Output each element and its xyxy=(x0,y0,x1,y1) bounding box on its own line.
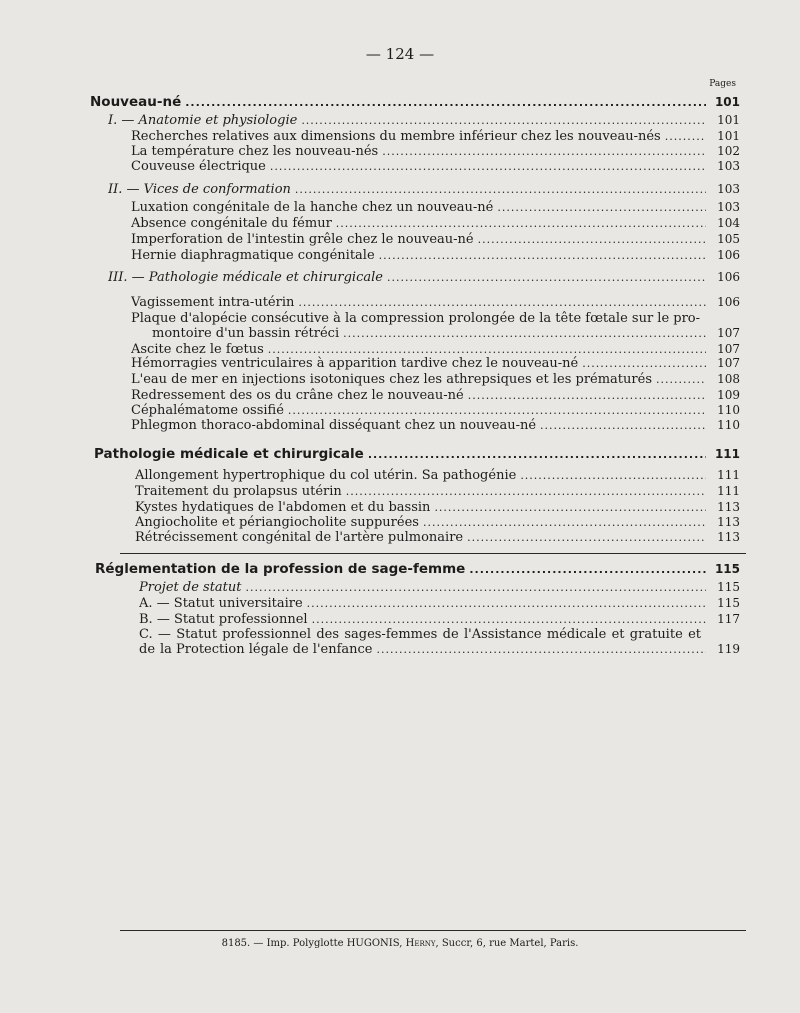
toc-subsection-vices[interactable] xyxy=(108,182,740,197)
entry-title: Kystes hydatiques de l'abdomen et du bassin xyxy=(135,500,431,515)
leader-dots xyxy=(497,201,706,214)
footer-rule xyxy=(120,930,746,931)
entry-title: Imperforation de l'intestin grêle chez le nouveau-né xyxy=(131,232,474,247)
toc-entry[interactable] xyxy=(131,403,740,418)
leader-dots xyxy=(478,233,706,246)
toc-entry[interactable] xyxy=(131,388,740,403)
leader-dots xyxy=(656,373,706,386)
page-ref: 107 xyxy=(717,356,740,370)
leader-dots xyxy=(434,501,706,514)
imprint-tail: , Succr, 6, rue Martel, Paris. xyxy=(435,938,579,949)
page-ref: 109 xyxy=(717,388,740,402)
toc-entry[interactable] xyxy=(131,418,740,433)
page-ref: 110 xyxy=(717,403,740,417)
toc-section-pathologie[interactable] xyxy=(94,446,740,462)
leader-dots xyxy=(467,531,706,544)
leader-dots xyxy=(270,160,706,173)
leader-dots xyxy=(295,183,706,196)
section-title: Réglementation de la profession de sage-femme xyxy=(95,561,466,577)
leader-dots xyxy=(268,343,706,356)
toc-entry[interactable] xyxy=(135,468,740,483)
page-ref: 106 xyxy=(717,270,740,284)
leader-dots xyxy=(368,448,706,461)
entry-title: montoire d'un bassin rétréci xyxy=(152,326,340,341)
imprint-lead: 8185. — Imp. Polyglotte HUGONIS, xyxy=(221,938,406,949)
page-ref: 103 xyxy=(717,200,740,214)
leader-dots xyxy=(582,357,706,370)
imprint-name: Herny xyxy=(405,938,436,949)
entry-title: Phlegmon thoraco-abdominal disséquant chez un nouveau-né xyxy=(131,418,537,433)
subsection-title: II. — Vices de conformation xyxy=(108,182,291,197)
toc-entry[interactable] xyxy=(131,159,740,174)
page-ref: 111 xyxy=(717,468,740,482)
page-ref: 111 xyxy=(717,484,740,498)
toc-entry[interactable] xyxy=(139,580,740,595)
leader-dots xyxy=(245,581,706,594)
page-ref: 115 xyxy=(714,562,740,576)
page-ref: 119 xyxy=(717,642,740,656)
toc-entry-line[interactable]: Plaque d'alopécie consécutive à la compression prolongée de la tête fœtale sur le pro- xyxy=(131,311,701,326)
page-ref: 115 xyxy=(717,580,740,594)
toc-entry[interactable] xyxy=(160,642,740,657)
entry-title: Luxation congénitale de la hanche chez un nouveau-né xyxy=(131,200,494,215)
toc-subsection-pathologie[interactable] xyxy=(108,270,740,285)
leader-dots xyxy=(379,249,706,262)
entry-title: Angiocholite et périangiocholite suppurées xyxy=(135,515,419,530)
page-ref: 110 xyxy=(717,418,740,432)
leader-dots xyxy=(387,271,706,284)
section-title: Pathologie médicale et chirurgicale xyxy=(94,446,364,462)
page-ref: 107 xyxy=(717,342,740,356)
page-ref: 107 xyxy=(717,326,740,340)
leader-dots xyxy=(301,114,706,127)
leader-dots xyxy=(469,563,706,576)
toc-entry-line[interactable]: C. — Statut professionnel des sages-femmes de l'Assistance médicale et gratuite et de xyxy=(139,627,701,657)
page-ref: 104 xyxy=(717,216,740,230)
leader-dots xyxy=(312,613,706,626)
page-ref: 105 xyxy=(717,232,740,246)
toc-entry[interactable] xyxy=(139,596,740,611)
toc-entry[interactable] xyxy=(152,326,740,341)
toc-entry[interactable] xyxy=(131,342,740,357)
subsection-title: I. — Anatomie et physiologie xyxy=(108,113,298,128)
entry-title: Céphalématome ossifié xyxy=(131,403,284,418)
page-ref: 106 xyxy=(717,295,740,309)
entry-title: L'eau de mer en injections isotoniques chez les athrepsiques et les prématurés xyxy=(131,372,652,387)
toc-entry[interactable] xyxy=(131,232,740,247)
toc-entry[interactable] xyxy=(139,612,740,627)
toc-entry[interactable] xyxy=(131,356,740,371)
toc-entry[interactable] xyxy=(135,515,740,530)
toc-entry[interactable] xyxy=(131,144,740,159)
entry-title: Recherches relatives aux dimensions du membre inférieur chez les nouveau-nés xyxy=(131,129,661,144)
toc-section-reglementation[interactable] xyxy=(95,561,740,577)
entry-title: Projet de statut xyxy=(139,580,242,595)
toc-entry[interactable] xyxy=(135,484,740,499)
printer-imprint xyxy=(0,938,800,949)
toc-section-nouveau-ne[interactable] xyxy=(90,94,740,110)
leader-dots xyxy=(185,96,706,109)
leader-dots xyxy=(346,485,706,498)
section-divider xyxy=(120,553,746,554)
section-title: Nouveau-né xyxy=(90,94,182,110)
leader-dots xyxy=(382,145,706,158)
leader-dots xyxy=(288,404,706,417)
page-ref: 101 xyxy=(714,95,740,109)
page-ref: 115 xyxy=(717,596,740,610)
page-ref: 111 xyxy=(714,447,740,461)
leader-dots xyxy=(665,130,706,143)
entry-title: la Protection légale de l'enfance xyxy=(160,642,373,657)
entry-title: Redressement des os du crâne chez le nouveau-né xyxy=(131,388,464,403)
toc-entry[interactable] xyxy=(131,129,740,144)
leader-dots xyxy=(336,217,706,230)
pages-column-label: Pages xyxy=(709,79,736,89)
leader-dots xyxy=(307,597,706,610)
subsection-title: III. — Pathologie médicale et chirurgicale xyxy=(108,270,383,285)
leader-dots xyxy=(468,389,706,402)
leader-dots xyxy=(343,327,706,340)
leader-dots xyxy=(298,296,706,309)
entry-title: B. — Statut professionnel xyxy=(139,612,308,627)
leader-dots xyxy=(540,419,706,432)
leader-dots xyxy=(423,516,706,529)
entry-title: Allongement hypertrophique du col utérin. Sa pathogénie xyxy=(135,468,517,483)
page-ref: 108 xyxy=(717,372,740,386)
toc-entry[interactable] xyxy=(131,248,740,263)
toc-entry[interactable] xyxy=(131,295,740,310)
entry-title: Hémorragies ventriculaires à apparition tardive chez le nouveau-né xyxy=(131,356,579,371)
entry-title: Couveuse électrique xyxy=(131,159,266,174)
entry-title: Ascite chez le fœtus xyxy=(131,342,264,357)
page-ref: 113 xyxy=(717,530,740,544)
page-number: — 124 — xyxy=(365,45,435,63)
toc-entry[interactable] xyxy=(131,200,740,215)
entry-title: A. — Statut universitaire xyxy=(139,596,303,611)
toc-entry[interactable] xyxy=(131,372,740,387)
page-ref: 101 xyxy=(717,113,740,127)
entry-title: Rétrécissement congénital de l'artère pulmonaire xyxy=(135,530,464,545)
page-ref: 101 xyxy=(717,129,740,143)
toc-entry[interactable] xyxy=(135,530,740,545)
page-ref: 113 xyxy=(717,500,740,514)
page-ref: 102 xyxy=(717,144,740,158)
entry-title: Absence congénitale du fémur xyxy=(131,216,332,231)
page-ref: 103 xyxy=(717,182,740,196)
page-ref: 117 xyxy=(717,612,740,626)
page-ref: 103 xyxy=(717,159,740,173)
entry-title: Traitement du prolapsus utérin xyxy=(135,484,342,499)
toc-entry[interactable] xyxy=(131,216,740,231)
entry-title: Vagissement intra-utérin xyxy=(131,295,295,310)
entry-title: Hernie diaphragmatique congénitale xyxy=(131,248,375,263)
leader-dots xyxy=(520,469,706,482)
entry-title: La température chez les nouveau-nés xyxy=(131,144,379,159)
page-ref: 113 xyxy=(717,515,740,529)
toc-entry[interactable] xyxy=(135,500,740,515)
toc-subsection-anatomie[interactable] xyxy=(108,113,740,128)
page-ref: 106 xyxy=(717,248,740,262)
leader-dots xyxy=(377,643,706,656)
